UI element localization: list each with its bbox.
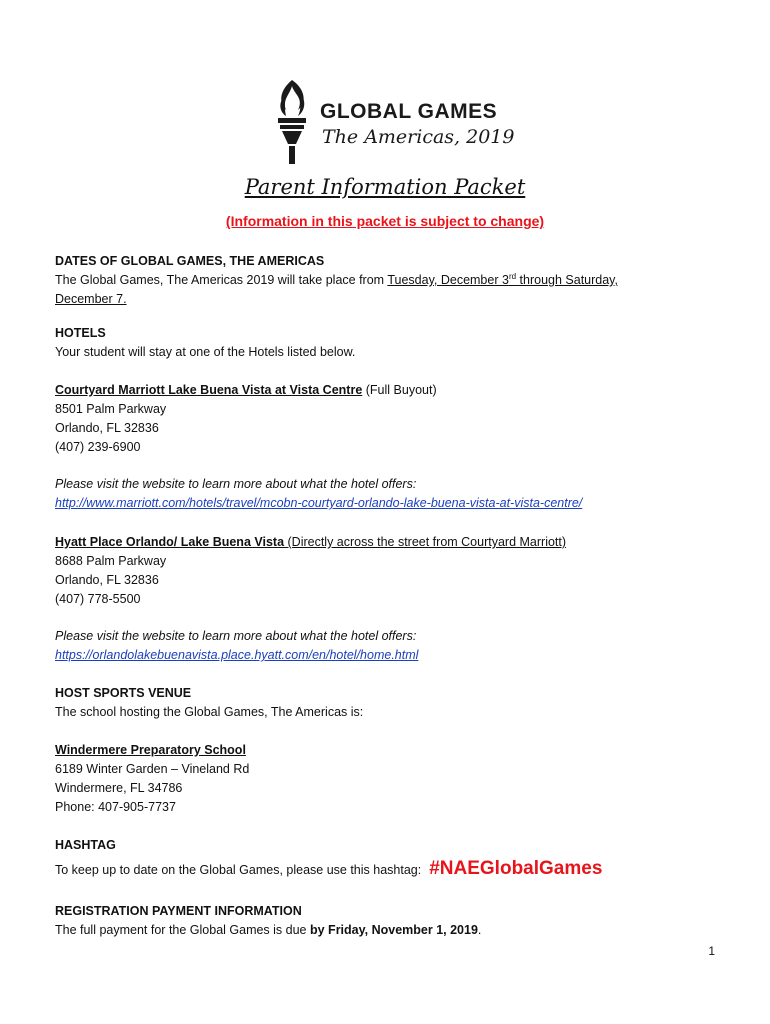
hotel-name-line <box>55 381 715 400</box>
date-end-part: through Saturday, <box>516 273 618 287</box>
hashtag-text: To keep up to date on the Global Games, please use this hashtag: <box>55 863 422 877</box>
hotel-address-line1: 8501 Palm Parkway <box>55 402 167 416</box>
dates-section <box>55 252 715 309</box>
payment-section <box>55 902 715 940</box>
hotels-heading: HOTELS <box>55 326 106 340</box>
venue-name: Windermere Preparatory School <box>55 743 246 757</box>
hotel-name: Courtyard Marriott Lake Buena Vista at Vista Centre <box>55 383 363 397</box>
venue-section <box>55 684 715 722</box>
payment-text <box>55 921 715 940</box>
dates-range <box>387 273 618 287</box>
payment-due-date: by Friday, November 1, 2019 <box>310 923 478 937</box>
payment-text-pre: The full payment for the Global Games is due <box>55 923 310 937</box>
hashtag-line <box>55 859 715 880</box>
hotel-address-line2: Orlando, FL 32836 <box>55 421 159 435</box>
hotel-hyatt <box>55 533 715 665</box>
payment-text-post: . <box>477 923 482 937</box>
hotel-name: Hyatt Place Orlando/ Lake Buena Vista <box>55 535 285 549</box>
dates-text-end: December 7. <box>55 292 127 306</box>
hashtag-tag: #NAEGlobalGames <box>429 858 603 879</box>
hotel-note: (Full Buyout) <box>362 383 437 397</box>
hashtag-heading: HASHTAG <box>55 838 116 852</box>
date-start: Tuesday, December 3 <box>387 273 509 287</box>
hotels-intro: Your student will stay at one of the Hotels listed below. <box>55 345 356 359</box>
venue-heading: HOST SPORTS VENUE <box>55 686 192 700</box>
hotel-address-line2: Orlando, FL 32836 <box>55 573 159 587</box>
hotel-courtyard <box>55 381 715 513</box>
page-number: 1 <box>708 944 715 958</box>
hotel-phone: (407) 239-6900 <box>55 440 141 454</box>
date-superscript: rd <box>508 271 517 281</box>
hotel-note: (Directly across the street from Courtyard Marriott) <box>284 535 567 549</box>
venue-details <box>55 741 715 817</box>
global-games-logo <box>262 72 515 172</box>
venue-address-line1: 6189 Winter Garden – Vineland Rd <box>55 762 250 776</box>
hotel-address-line1: 8688 Palm Parkway <box>55 554 167 568</box>
hashtag-section <box>55 836 715 880</box>
dates-text-pre: The Global Games, The Americas 2019 will take place from <box>55 273 388 287</box>
hotel-visit-text: Please visit the website to learn more about what the hotel offers: <box>55 477 417 491</box>
page-subtitle: (Information in this packet is subject to change) <box>225 213 545 229</box>
hotels-section <box>55 324 715 362</box>
venue-intro: The school hosting the Global Games, The Americas is: <box>55 705 364 719</box>
torch-icon <box>270 76 314 168</box>
venue-address-line2: Windermere, FL 34786 <box>55 781 183 795</box>
hotel-website-link[interactable]: https://orlandolakebuenavista.place.hyatt.com/en/hotel/home.html <box>55 648 419 662</box>
hotel-name-line <box>55 533 715 552</box>
hotel-website-link[interactable]: http://www.marriott.com/hotels/travel/mcobn-courtyard-orlando-lake-buena-vista-at-vista-centre/ <box>55 496 583 510</box>
payment-heading: REGISTRATION PAYMENT INFORMATION <box>55 904 302 918</box>
logo-title: GLOBAL GAMES <box>320 100 498 123</box>
logo-subtitle: The Americas, 2019 <box>322 126 515 148</box>
hotel-phone: (407) 778-5500 <box>55 592 141 606</box>
venue-phone: Phone: 407-905-7737 <box>55 800 176 814</box>
hotel-visit-text: Please visit the website to learn more about what the hotel offers: <box>55 629 417 643</box>
page-title: Parent Information Packet <box>244 175 526 199</box>
dates-heading: DATES OF GLOBAL GAMES, THE AMERICAS <box>55 254 325 268</box>
dates-text <box>55 271 715 290</box>
